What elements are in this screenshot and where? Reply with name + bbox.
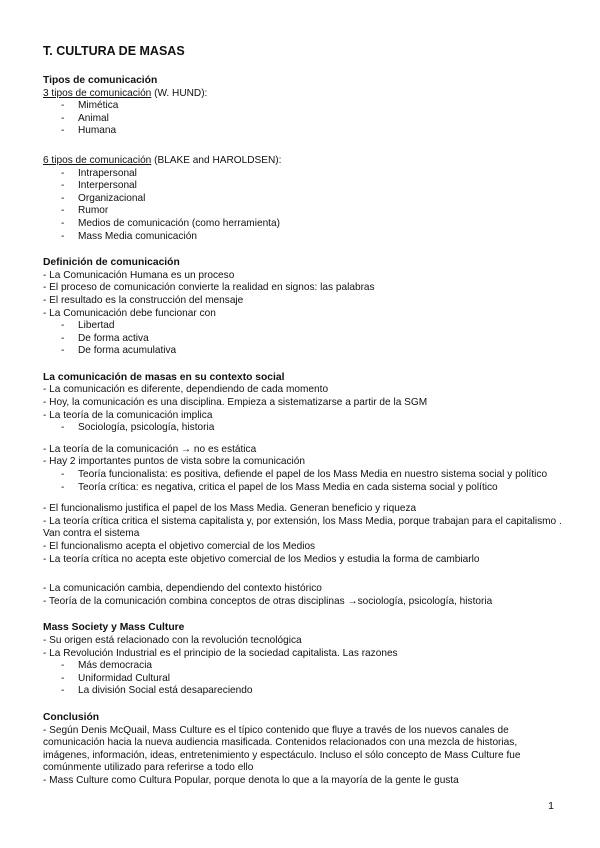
masas-list-b xyxy=(43,469,563,494)
list-item: - Uniformidad Cultural xyxy=(43,673,563,686)
list-item: - Humana xyxy=(43,125,563,138)
text-line: - La teoría de la comunicación → no es estática xyxy=(43,443,257,455)
section-heading-masas: La comunicación de masas en su contexto social xyxy=(43,371,285,383)
text-line: - El resultado es la construcción del mensaje xyxy=(43,294,244,306)
list-item: - Teoría crítica: es negativa, critica el papel de los Mass Media en cada sistema social y político xyxy=(43,482,563,495)
masas-list-a xyxy=(43,422,563,435)
list-item: - Mimética xyxy=(43,100,563,113)
list-item: - La división Social está desapareciendo xyxy=(43,685,563,698)
group1-list xyxy=(43,100,563,138)
group2-suffix: (BLAKE and HAROLDSEN): xyxy=(151,154,282,166)
list-item: - Teoría funcionalista: es positiva, defiende el papel de los Mass Media en nuestro sistema social y político xyxy=(43,469,563,482)
list-item: - Animal xyxy=(43,113,563,126)
list-item: - Intrapersonal xyxy=(43,168,563,181)
text-line: - Según Denis McQuail, Mass Culture es el típico contenido que fluye a través de los nuevos canales de comunicación hacia la nueva audiencia masificada. Contenidos relacionados con una mezcla de historias, imágenes, información, ideas, entretenimiento y espectáculo. Incluso el sólo concepto de Mass Culture fue comúnmente utilizado para referirse a todo ello xyxy=(43,724,521,774)
list-item: - Rumor xyxy=(43,205,563,218)
list-item: - De forma acumulativa xyxy=(43,345,563,358)
text-line: - La teoría de la comunicación implica xyxy=(43,409,213,421)
list-item: - Sociología, psicología, historia xyxy=(43,422,563,435)
list-item: - Organizacional xyxy=(43,193,563,206)
document-title: T. CULTURA DE MASAS xyxy=(43,44,185,58)
text-line: - El funcionalismo acepta el objetivo comercial de los Medios xyxy=(43,541,316,552)
section-heading-tipos: Tipos de comunicación xyxy=(43,75,158,86)
text-line: - La Revolución Industrial es el principio de la sociedad capitalista. Las razones xyxy=(43,647,398,659)
group2-label: 6 tipos de comunicación xyxy=(43,154,152,166)
list-item: - Medios de comunicación (como herramienta) xyxy=(43,218,563,231)
document-page xyxy=(43,44,563,788)
text-line: - La Comunicación Humana es un proceso xyxy=(43,269,235,281)
text-line: - La teoría crítica critica el sistema capitalista y, por extensión, los Mass Media, porque trabajan para el capitalismo . Van contra el sistema xyxy=(43,515,562,540)
list-item: - Más democracia xyxy=(43,660,563,673)
group1-suffix: (W. HUND): xyxy=(151,87,208,99)
list-item: - Interpersonal xyxy=(43,180,563,193)
text-line: - Hay 2 importantes puntos de vista sobre la comunicación xyxy=(43,456,306,468)
text-line: - Mass Culture como Cultura Popular, porque denota lo que a la mayoría de la gente le gusta xyxy=(43,774,459,786)
group2-intro xyxy=(43,155,563,168)
definicion-list xyxy=(43,320,563,358)
text-line: - La comunicación cambia, dependiendo del contexto histórico xyxy=(43,583,322,595)
section-heading-conclusion: Conclusión xyxy=(43,711,100,723)
section-heading-definicion: Definición de comunicación xyxy=(43,257,180,269)
list-item: - Mass Media comunicación xyxy=(43,231,563,244)
text-line: - La Comunicación debe funcionar con xyxy=(43,307,216,319)
text-line: - El funcionalismo justifica el papel de los Mass Media. Generan beneficio y riqueza xyxy=(43,503,417,515)
section-heading-mass-society: Mass Society y Mass Culture xyxy=(43,622,185,634)
text-line: - Teoría de la comunicación combina conceptos de otras disciplinas →sociología, psicología, historia xyxy=(43,595,493,607)
mass-society-list xyxy=(43,660,563,698)
group1-label: 3 tipos de comunicación xyxy=(43,87,152,99)
page-number: 1 xyxy=(548,800,554,812)
list-item: - De forma activa xyxy=(43,333,563,346)
group2-list xyxy=(43,168,563,244)
text-line: - Su origen está relacionado con la revolución tecnológica xyxy=(43,634,302,646)
text-line: - La teoría crítica no acepta este objetivo comercial de los Medios y estudia la forma de cambiarlo xyxy=(43,553,480,565)
list-item: - Libertad xyxy=(43,320,563,333)
text-line: - Hoy, la comunicación es una disciplina. Empieza a sistematizarse a partir de la SGM xyxy=(43,397,428,409)
text-line: - La comunicación es diferente, dependiendo de cada momento xyxy=(43,384,329,396)
text-line: - El proceso de comunicación convierte la realidad en signos: las palabras xyxy=(43,282,375,294)
group1-intro xyxy=(43,88,563,101)
